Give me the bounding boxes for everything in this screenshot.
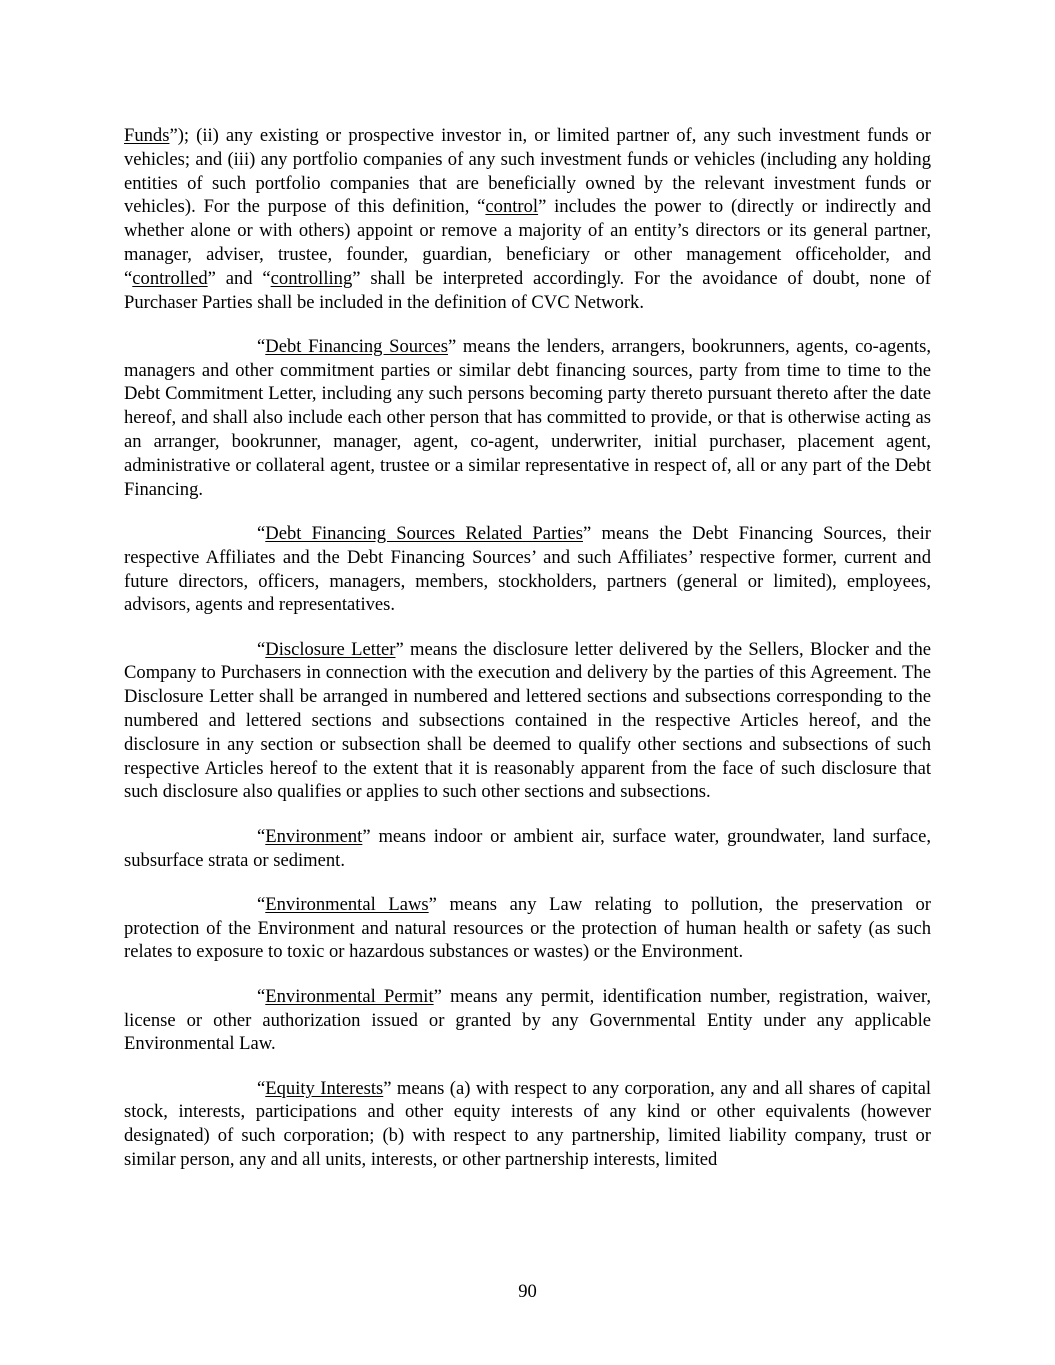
definition-paragraph (124, 124, 931, 314)
defined-term: controlled (132, 267, 208, 289)
paragraph-text: ” means any Law relating to pollution, the preservation or protection of the Environment and natural resources or the protection of human health or safety (as such relates to exposure to toxic or hazardous substances or wastes) or the Environment. (124, 893, 931, 963)
paragraph-text: ” means the disclosure letter delivered by the Sellers, Blocker and the Company to Purchasers in connection with the execution and delivery by the parties of this Agreement. The Disclosure Letter shall be arranged in numbered and lettered sections and subsections corresponding to the numbered and lettered sections and subsections contained in the respective Articles hereof, and the disclosure in any section or subsection shall be deemed to qualify other sections and subsections of such respective Articles hereof to the extent that it is reasonably apparent from the face of such disclosure that such disclosure also qualifies or applies to such other sections and subsections. (124, 638, 931, 803)
definition-paragraph (124, 893, 931, 964)
defined-term: Funds (124, 125, 170, 146)
definition-paragraph (124, 522, 931, 617)
paragraph-text: ” means the lenders, arrangers, bookrunners, agents, co-agents, managers and other commitment parties or similar debt financing sources, party from time to time to the Debt Commitment Letter, including any such persons becoming party thereto pursuant thereto after the date hereof, and shall also include each other person that has committed to provide, or that is otherwise acting as an arranger, bookrunner, manager, agent, co-agent, underwriter, initial purchaser, placement agent, administrative or collateral agent, trustee or a similar representative in respect of, all or any part of the Debt Financing. (124, 335, 931, 500)
paragraph-text: ” shall be interpreted accordingly. For the avoidance of doubt, none of Purchaser Parties shall be included in the definition of CVC Network. (124, 267, 931, 313)
defined-term: Debt Financing Sources Related Parties (265, 522, 583, 544)
paragraph-text: “ (257, 335, 266, 357)
paragraph-text: ” means indoor or ambient air, surface water, groundwater, land surface, subsurface strata or sediment. (124, 825, 931, 871)
paragraph-text: “ (257, 825, 266, 847)
paragraph-text: ”); (ii) any existing or prospective investor in, or limited partner of, any such investment funds or vehicles; and (iii) any portfolio companies of any such investment funds or vehicles (including any holding entities of such portfolio companies that are beneficially owned by the relevant investment funds or vehicles). For the purpose of this definition, “ (124, 125, 931, 218)
paragraph-text: ” means (a) with respect to any corporation, any and all shares of capital stock, interests, participations and other equity interests of any kind or other equivalents (however designated) of such corporation; (b) with respect to any partnership, limited liability company, trust or similar person, any and all units, interests, or other partnership interests, limited (124, 1077, 932, 1170)
paragraph-text: “ (257, 893, 266, 915)
defined-term: Equity Interests (265, 1077, 384, 1099)
definition-paragraph (124, 1077, 931, 1172)
paragraph-text: ” means any permit, identification number, registration, waiver, license or other authorization issued or granted by any Governmental Entity under any applicable Environmental Law. (124, 985, 931, 1055)
paragraph-text: “ (257, 638, 266, 660)
defined-term: controlling (270, 267, 353, 289)
definition-paragraph (124, 985, 931, 1056)
page-number: 90 (518, 1281, 537, 1302)
paragraph-text: “ (257, 522, 266, 544)
defined-term: Disclosure Letter (265, 638, 396, 660)
definition-paragraph (124, 335, 931, 502)
defined-term: Environment (265, 825, 363, 847)
defined-term: Environmental Permit (265, 985, 434, 1007)
definition-paragraph (124, 825, 931, 873)
paragraph-text: ” means the Debt Financing Sources, their respective Affiliates and the Debt Financing Sources’ and such Affiliates’ respective former, current and future directors, officers, managers, members, stockholders, partners (general or limited), employees, advisors, agents and representatives. (124, 522, 931, 616)
defined-term: Debt Financing Sources (265, 335, 448, 357)
document-body (124, 124, 931, 1192)
paragraph-text: ” includes the power to (directly or indirectly and whether alone or with others) appoint or remove a majority of an entity’s directors or its general partner, manager, adviser, trustee, founder, guardian, beneficiary or other management officeholder, and “ (124, 196, 931, 289)
paragraph-text: “ (257, 985, 266, 1007)
defined-term: Environmental Laws (265, 893, 429, 915)
paragraph-text: ” and “ (207, 267, 271, 289)
definition-paragraph (124, 638, 931, 805)
defined-term: control (485, 196, 539, 218)
paragraph-text: “ (257, 1077, 266, 1099)
